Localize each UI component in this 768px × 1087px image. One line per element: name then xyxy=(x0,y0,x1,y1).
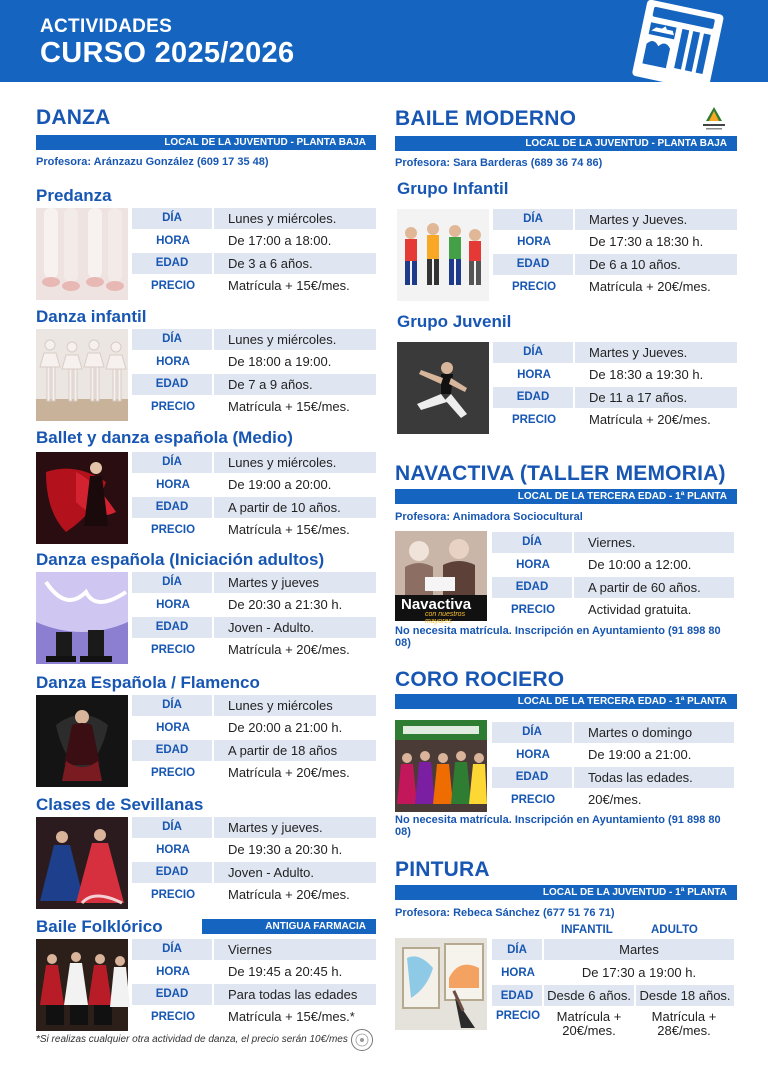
day-value: Viernes. xyxy=(574,532,734,553)
sevillanas-dancers-photo xyxy=(36,817,128,909)
activity-danza-infantil xyxy=(36,307,376,423)
age-adulto-value: Desde 18 años. xyxy=(634,985,734,1006)
age-value: Para todas las edades xyxy=(214,984,376,1005)
flamenco-red-shawl-photo xyxy=(36,452,128,544)
hour-value: De 18:00 a 19:00. xyxy=(228,354,332,370)
day-label: DÍA xyxy=(132,695,214,716)
hour-value: De 19:00 a 21:00. xyxy=(588,747,692,763)
age-value: De 3 a 6 años. xyxy=(214,253,376,274)
day-value: Lunes y miércoles. xyxy=(214,208,376,229)
hip-hop-dancer-photo xyxy=(397,342,489,434)
hour-value: De 18:30 a 19:30 h. xyxy=(589,367,704,383)
day-value: Martes y Jueves. xyxy=(575,209,737,230)
pintura-info-table xyxy=(492,937,734,1044)
activity-coro xyxy=(395,716,737,814)
price-label: PRECIO xyxy=(150,643,196,656)
kids-dancing-photo xyxy=(397,209,489,301)
age-label: EDAD xyxy=(132,862,214,883)
activity-info-table xyxy=(132,206,376,298)
price-value: Matrícula + 20€/mes. xyxy=(228,642,350,658)
day-value: Viernes xyxy=(214,939,376,960)
age-value: De 11 a 17 años. xyxy=(575,387,737,408)
seal-icon xyxy=(350,1028,374,1052)
age-label: EDAD xyxy=(493,387,575,408)
price-infantil-value xyxy=(544,1008,634,1042)
pintura-teacher: Profesora: Rebeca Sánchez (677 51 76 71) xyxy=(395,907,615,919)
day-label: DÍA xyxy=(132,452,214,473)
activity-info-table xyxy=(492,530,734,622)
coro-location-bar: LOCAL DE LA TERCERA EDAD - 1ª PLANTA xyxy=(395,694,737,709)
price-value: Matrícula + 20€/mes. xyxy=(589,412,711,428)
age-infantil-value: Desde 6 años. xyxy=(544,985,634,1006)
activity-info-table xyxy=(132,450,376,542)
age-value: De 7 a 9 años. xyxy=(214,374,376,395)
day-label: DÍA xyxy=(132,329,214,350)
price-label: PRECIO xyxy=(150,400,196,413)
price-label: PRECIO xyxy=(511,280,557,293)
day-value: Martes y Jueves. xyxy=(575,342,737,363)
price-label: PRECIO xyxy=(150,1010,196,1023)
danza-location-bar: LOCAL DE LA JUVENTUD - PLANTA BAJA xyxy=(36,135,376,150)
activity-baile-folklorico xyxy=(36,917,376,1033)
folklorico-location-bar: ANTIGUA FARMACIA xyxy=(202,919,376,934)
activity-info-table xyxy=(493,207,737,299)
activity-title: Grupo Infantil xyxy=(397,179,509,198)
age-value: Joven - Adulto. xyxy=(214,617,376,638)
page-header xyxy=(0,0,768,82)
activity-info-table xyxy=(492,720,734,812)
pintura-title: PINTURA xyxy=(395,858,490,881)
activity-title: Ballet y danza española (Medio) xyxy=(36,428,293,447)
activity-grupo-juvenil xyxy=(397,312,737,437)
day-label: DÍA xyxy=(492,939,544,960)
activity-title: Clases de Sevillanas xyxy=(36,795,204,814)
day-label: DÍA xyxy=(492,722,574,743)
hour-label: HORA xyxy=(516,558,550,571)
price-value: Matrícula + 20€/mes. xyxy=(228,765,350,781)
price-value: Matrícula + 15€/mes. xyxy=(228,278,350,294)
hour-label: HORA xyxy=(156,843,190,856)
price-value: Actividad gratuita. xyxy=(588,602,692,618)
price-value: Matrícula + 20€/mes. xyxy=(589,279,711,295)
pintura-col-infantil: INFANTIL xyxy=(561,924,613,936)
price-value: Matrícula + 15€/mes. xyxy=(228,399,350,415)
age-label: EDAD xyxy=(132,984,214,1005)
price-value: Matrícula + 15€/mes.* xyxy=(228,1009,355,1025)
hour-value: De 17:30 a 19:00 h. xyxy=(581,965,697,980)
espacio-joven-logo-icon xyxy=(700,105,728,131)
hour-label: HORA xyxy=(156,355,190,368)
price-label: PRECIO xyxy=(150,523,196,536)
day-value: Martes xyxy=(544,939,734,960)
activity-sevillanas xyxy=(36,795,376,911)
baile-moderno-location-bar: LOCAL DE LA JUVENTUD - PLANTA BAJA xyxy=(395,136,737,151)
navactiva-logo-text: Navactiva xyxy=(401,596,472,613)
activity-predanza xyxy=(36,186,376,302)
day-label: DÍA xyxy=(132,572,214,593)
activity-danza-espanola-iniciacion xyxy=(36,550,376,666)
age-value: A partir de 60 años. xyxy=(574,577,734,598)
day-label: DÍA xyxy=(132,817,214,838)
activity-info-table xyxy=(132,327,376,419)
price-label: PRECIO xyxy=(150,279,196,292)
hour-value: De 17:00 a 18:00. xyxy=(228,233,332,249)
price-value: 20€/mes. xyxy=(588,792,642,808)
age-label: EDAD xyxy=(492,985,544,1006)
hour-label: HORA xyxy=(517,235,551,248)
baile-moderno-teacher: Profesora: Sara Barderas (689 36 74 86) xyxy=(395,157,603,169)
baile-moderno-title: BAILE MODERNO xyxy=(395,107,577,130)
age-label: EDAD xyxy=(132,617,214,638)
choir-photo xyxy=(395,720,487,812)
day-label: DÍA xyxy=(493,209,575,230)
activity-title: Danza infantil xyxy=(36,307,147,326)
hour-label: HORA xyxy=(156,234,190,247)
price-value: Matrícula + 15€/mes. xyxy=(228,522,350,538)
hour-label: HORA xyxy=(517,368,551,381)
danza-footnote: *Si realizas cualquier otra actividad de danza, el precio serán 10€/mes xyxy=(36,1034,348,1045)
pintura-col-adulto: ADULTO xyxy=(651,924,698,936)
day-label: DÍA xyxy=(492,532,574,553)
flamenco-dancer-photo xyxy=(36,695,128,787)
price-label: PRECIO xyxy=(510,793,556,806)
day-label: DÍA xyxy=(132,208,214,229)
navactiva-teacher: Profesora: Animadora Sociocultural xyxy=(395,511,583,523)
hour-value: De 19:00 a 20:00. xyxy=(228,477,332,493)
day-value: Lunes y miércoles xyxy=(214,695,376,716)
hour-label: HORA xyxy=(516,748,550,761)
navactiva-note: No necesita matrícula. Inscripción en Ayuntamiento (91 898 80 08) xyxy=(395,625,721,649)
coro-title: CORO ROCIERO xyxy=(395,668,565,691)
price-value: Matrícula + 20€/mes. xyxy=(228,887,350,903)
activity-info-table xyxy=(132,570,376,662)
danza-title: DANZA xyxy=(36,106,111,129)
seniors-photo xyxy=(395,531,487,595)
activity-navactiva xyxy=(395,528,737,626)
hour-value: De 10:00 a 12:00. xyxy=(588,557,692,573)
flamenco-shoes-photo xyxy=(36,572,128,664)
age-label: EDAD xyxy=(492,577,574,598)
activity-info-table xyxy=(132,815,376,907)
activity-title: Baile Folklórico xyxy=(36,917,163,936)
age-value: Todas las edades. xyxy=(574,767,734,788)
price-adulto-line2: 28€/mes. xyxy=(657,1023,711,1038)
header-subtitle: ACTIVIDADES xyxy=(40,16,173,37)
ballet-feet-photo xyxy=(36,208,128,300)
day-label: DÍA xyxy=(132,939,214,960)
activity-info-table xyxy=(132,693,376,785)
navactiva-logo-tagline: con nuestros mayores xyxy=(425,611,466,625)
header-title: CURSO 2025/2026 xyxy=(40,37,295,69)
age-value: De 6 a 10 años. xyxy=(575,254,737,275)
age-label: EDAD xyxy=(132,497,214,518)
hour-value: De 17:30 a 18:30 h. xyxy=(589,234,704,250)
price-label: PRECIO xyxy=(150,888,196,901)
activity-info-table xyxy=(493,340,737,432)
price-label: PRECIO xyxy=(510,603,556,616)
price-label: PRECIO xyxy=(150,766,196,779)
price-label: PRECIO xyxy=(511,413,557,426)
price-adulto-value xyxy=(634,1008,734,1042)
age-label: EDAD xyxy=(132,374,214,395)
hour-label: HORA xyxy=(156,965,190,978)
day-value: Martes o domingo xyxy=(574,722,734,743)
hour-value: De 19:45 a 20:45 h. xyxy=(228,964,343,980)
age-label: EDAD xyxy=(493,254,575,275)
hour-value: De 19:30 a 20:30 h. xyxy=(228,842,343,858)
hour-value: De 20:30 a 21:30 h. xyxy=(228,597,343,613)
activity-grupo-infantil xyxy=(397,179,737,304)
hour-label: HORA xyxy=(156,598,190,611)
day-value: Martes y jueves xyxy=(214,572,376,593)
day-value: Martes y jueves. xyxy=(214,817,376,838)
ballet-girls-photo xyxy=(36,329,128,421)
price-infantil-line2: 20€/mes. xyxy=(562,1023,616,1038)
age-value: Joven - Adulto. xyxy=(214,862,376,883)
day-value: Lunes y miércoles. xyxy=(214,452,376,473)
price-label: PRECIO xyxy=(495,1010,541,1022)
price-infantil-line1: Matrícula + xyxy=(556,1009,622,1024)
activity-title: Danza Española / Flamenco xyxy=(36,673,260,692)
pintura-location-bar: LOCAL DE LA JUVENTUD - 1ª PLANTA xyxy=(395,885,737,900)
danza-teacher: Profesora: Aránzazu González (609 17 35 48) xyxy=(36,156,269,168)
hour-label: HORA xyxy=(501,966,535,979)
day-label: DÍA xyxy=(493,342,575,363)
town-logo-icon xyxy=(622,0,732,82)
age-label: EDAD xyxy=(132,740,214,761)
navactiva-location-bar: LOCAL DE LA TERCERA EDAD - 1ª PLANTA xyxy=(395,489,737,504)
activity-info-table xyxy=(132,937,376,1029)
navactiva-title: NAVACTIVA (TALLER MEMORIA) xyxy=(395,462,726,485)
coro-note: No necesita matrícula. Inscripción en Ayuntamiento (91 898 80 08) xyxy=(395,814,721,838)
price-adulto-line1: Matrícula + xyxy=(651,1009,717,1024)
age-value: A partir de 10 años. xyxy=(214,497,376,518)
day-value: Lunes y miércoles. xyxy=(214,329,376,350)
age-label: EDAD xyxy=(132,253,214,274)
age-label: EDAD xyxy=(492,767,574,788)
folk-dancers-photo xyxy=(36,939,128,1031)
painting-photo xyxy=(395,938,487,1030)
activity-ballet-medio xyxy=(36,428,376,548)
hour-label: HORA xyxy=(156,721,190,734)
hour-value: De 20:00 a 21:00 h. xyxy=(228,720,343,736)
activity-title: Grupo Juvenil xyxy=(397,312,512,331)
hour-label: HORA xyxy=(156,478,190,491)
activity-title: Predanza xyxy=(36,186,112,205)
navactiva-logo xyxy=(395,595,487,625)
activity-title: Danza española (Iniciación adultos) xyxy=(36,550,325,569)
activity-flamenco xyxy=(36,673,376,789)
age-value: A partir de 18 años xyxy=(214,740,376,761)
